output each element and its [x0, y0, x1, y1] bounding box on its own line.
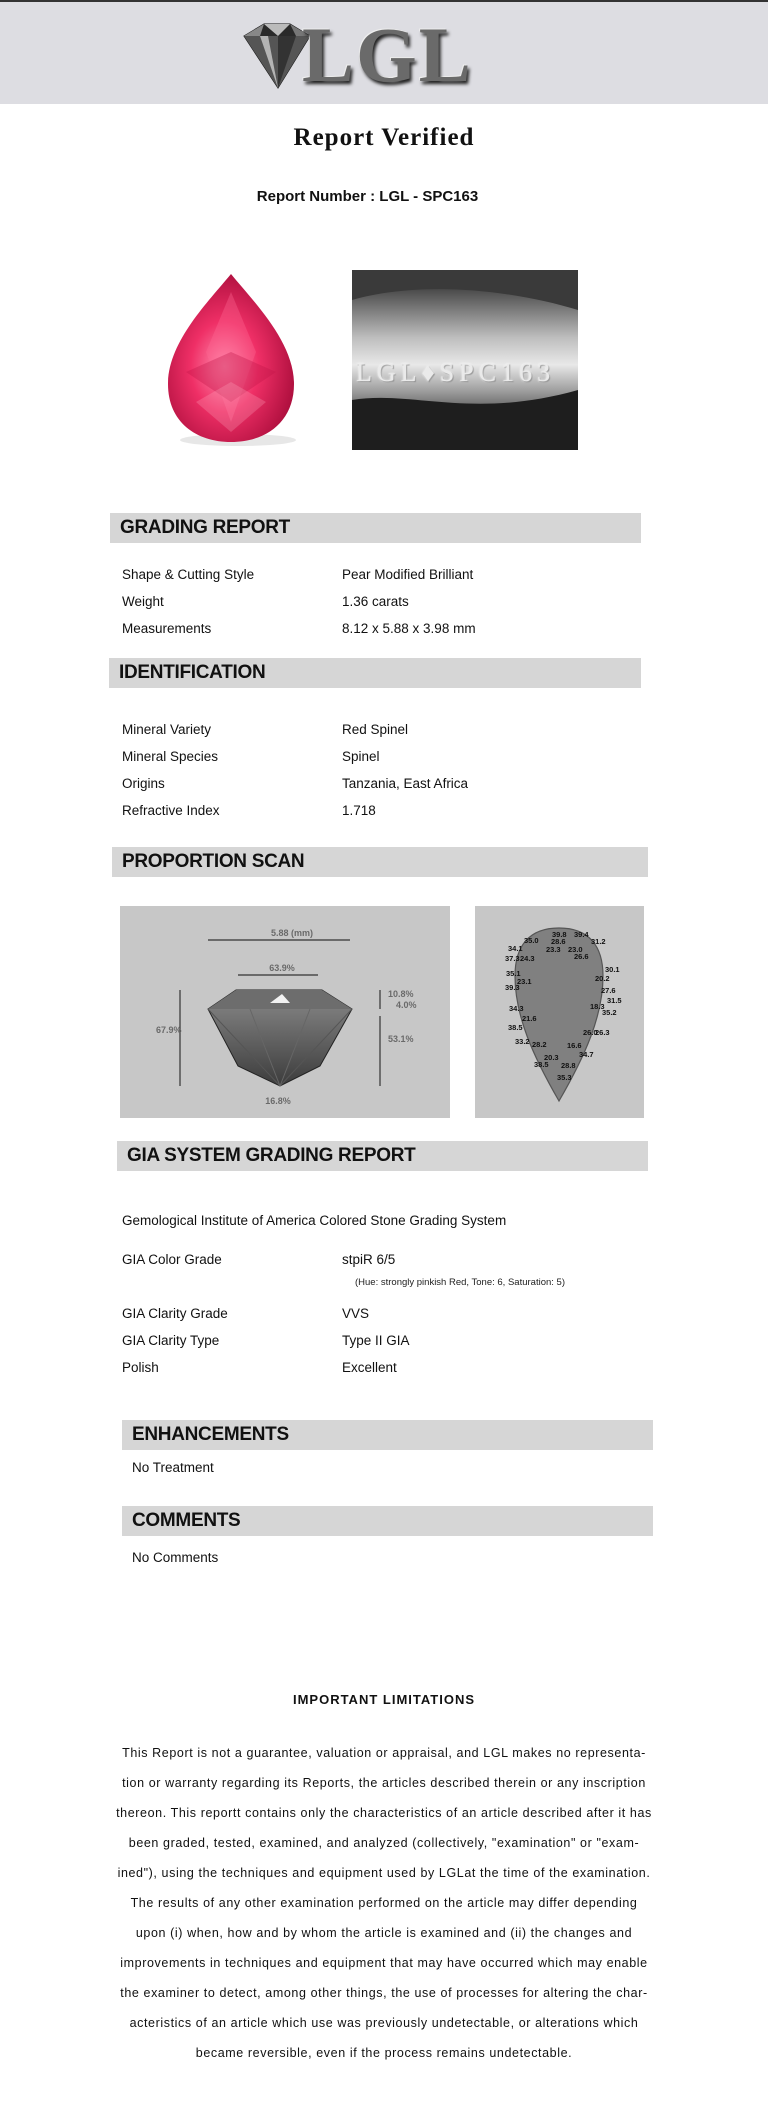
- facet-measurement: 31.5: [607, 996, 622, 1005]
- facet-measurement: 34.7: [579, 1050, 594, 1059]
- facet-measurement: 28.8: [561, 1061, 576, 1070]
- row-value: 1.36 carats: [342, 594, 409, 609]
- facet-measurement: 34.3: [509, 1004, 524, 1013]
- crown-pct-label: 10.8%: [388, 989, 414, 999]
- grading-report-heading: GRADING REPORT: [110, 513, 641, 543]
- facet-measurement: 20.2: [595, 974, 610, 983]
- facet-measurement: 21.6: [522, 1014, 537, 1023]
- row-value: VVS: [342, 1306, 370, 1321]
- facet-measurement: 23.0: [568, 945, 583, 954]
- facet-measurement: 39.4: [574, 930, 589, 939]
- row-key: GIA Clarity Grade: [122, 1306, 228, 1321]
- enhancements-heading: ENHANCEMENTS: [122, 1420, 653, 1450]
- comments-heading: COMMENTS: [122, 1506, 653, 1536]
- profile-diagram: [120, 906, 450, 1118]
- row-value: 1.718: [342, 803, 376, 818]
- row-key: Mineral Species: [122, 749, 219, 764]
- row-value: Tanzania, East Africa: [342, 776, 469, 791]
- logo-wordmark: LGL: [302, 11, 473, 98]
- limitations-line: acteristics of an article which use was previously undetectable, or alterations which: [129, 2016, 639, 2030]
- row-key: Mineral Variety: [122, 722, 212, 737]
- facet-measurement: 20.3: [544, 1053, 559, 1062]
- row-key: Origins: [122, 776, 165, 791]
- gia-heading: GIA SYSTEM GRADING REPORT: [117, 1141, 648, 1171]
- limitations-line: improvements in techniques and equipment that may have occurred which may enable: [120, 1956, 648, 1970]
- facet-measurement: 35.0: [524, 936, 539, 945]
- girdle-pct-label: 4.0%: [396, 1000, 417, 1010]
- top-view-diagram: [475, 906, 644, 1118]
- facet-measurement: 23.3: [546, 945, 561, 954]
- lgl-logo[interactable]: [234, 11, 484, 98]
- facet-measurement: 26.3: [595, 1028, 610, 1037]
- row-value: Excellent: [342, 1360, 397, 1375]
- facet-measurement: 37.3: [505, 954, 520, 963]
- gia-subtitle: Gemological Institute of America Colored Stone Grading System: [122, 1213, 507, 1228]
- limitations-line: been graded, tested, examined, and analyzed (collectively, "examination" or "exam-: [128, 1836, 640, 1850]
- row-value: stpiR 6/5: [342, 1252, 396, 1267]
- color-grade-note: (Hue: strongly pinkish Red, Tone: 6, Saturation: 5): [355, 1277, 565, 1288]
- facet-measurement: 27.6: [601, 986, 616, 995]
- gem-photo: [136, 272, 326, 454]
- inscription-text: LGL♦SPC163: [356, 358, 556, 387]
- row-key: Weight: [122, 594, 164, 609]
- limitations-line: This Report is not a guarantee, valuation or appraisal, and LGL makes no representa-: [122, 1746, 646, 1760]
- row-key: Polish: [122, 1360, 159, 1375]
- limitations-line: tion or warranty regarding its Reports, the articles described therein or any inscription: [122, 1776, 646, 1790]
- row-value: 8.12 x 5.88 x 3.98 mm: [342, 621, 476, 636]
- header-bar: [0, 0, 768, 104]
- facet-measurement: 34.1: [508, 944, 523, 953]
- facet-measurement: 28.2: [532, 1040, 547, 1049]
- facet-measurement: 26.6: [574, 952, 589, 961]
- table-pct-label: 63.9%: [269, 963, 295, 973]
- row-value: Type II GIA: [342, 1333, 410, 1348]
- identification-heading: IDENTIFICATION: [109, 658, 641, 688]
- facet-measurement: 28.6: [551, 937, 566, 946]
- culet-pct-label: 16.8%: [265, 1096, 291, 1106]
- facet-measurement: 35.1: [506, 969, 521, 978]
- row-key: Measurements: [122, 621, 212, 636]
- enhancements-text: No Treatment: [132, 1460, 214, 1475]
- row-value: Pear Modified Brilliant: [342, 567, 474, 582]
- facet-measurement: 16.6: [567, 1041, 582, 1050]
- limitations-text: [110, 1738, 658, 2068]
- row-key: GIA Color Grade: [122, 1252, 222, 1267]
- limitations-line: The results of any other examination performed on the article may differ depending: [130, 1896, 638, 1910]
- facet-measurement: 26.0: [583, 1028, 598, 1037]
- facet-measurement: 33.2: [515, 1037, 530, 1046]
- row-key: Shape & Cutting Style: [122, 567, 255, 582]
- width-label: 5.88 (mm): [270, 928, 314, 938]
- row-value: Red Spinel: [342, 722, 409, 737]
- facet-measurement: 39.8: [552, 930, 567, 939]
- facet-measurement: 30.1: [605, 965, 620, 974]
- facet-measurement: 39.3: [505, 983, 520, 992]
- facet-measurement: 23.1: [517, 977, 532, 986]
- facet-measurement: 31.2: [591, 937, 606, 946]
- facet-measurement: 35.3: [557, 1073, 572, 1082]
- page-title: Report Verified: [293, 124, 475, 151]
- comments-text: No Comments: [132, 1550, 219, 1565]
- pavilion-pct-label: 53.1%: [388, 1034, 414, 1044]
- limitations-line: became reversible, even if the process remains undetectable.: [195, 2046, 573, 2060]
- facet-measurement: 35.2: [602, 1008, 617, 1017]
- inscription-photo: [352, 270, 578, 450]
- facet-measurement: 38.5: [508, 1023, 523, 1032]
- proportion-scan-heading: PROPORTION SCAN: [112, 847, 648, 877]
- limitations-line: the examiner to detect, among other things, the use of processes for altering the char-: [120, 1986, 648, 2000]
- facet-measurement: 18.3: [590, 1002, 605, 1011]
- limitations-line: thereon. This reportt contains only the characteristics of an article described after it has: [116, 1806, 652, 1820]
- limitations-line: ined"), using the techniques and equipment used by LGLat the time of the examination.: [117, 1866, 651, 1880]
- row-key: GIA Clarity Type: [122, 1333, 220, 1348]
- facet-measurement: 24.3: [520, 954, 535, 963]
- row-value: Spinel: [342, 749, 380, 764]
- limitations-heading: IMPORTANT LIMITATIONS: [292, 1692, 476, 1707]
- facet-measurement: 38.5: [534, 1060, 549, 1069]
- report-number: Report Number : LGL - SPC163: [256, 188, 479, 205]
- row-key: Refractive Index: [122, 803, 220, 818]
- total-depth-label: 67.9%: [156, 1025, 182, 1035]
- limitations-line: upon (i) when, how and by whom the article is examined and (ii) the changes and: [135, 1926, 633, 1940]
